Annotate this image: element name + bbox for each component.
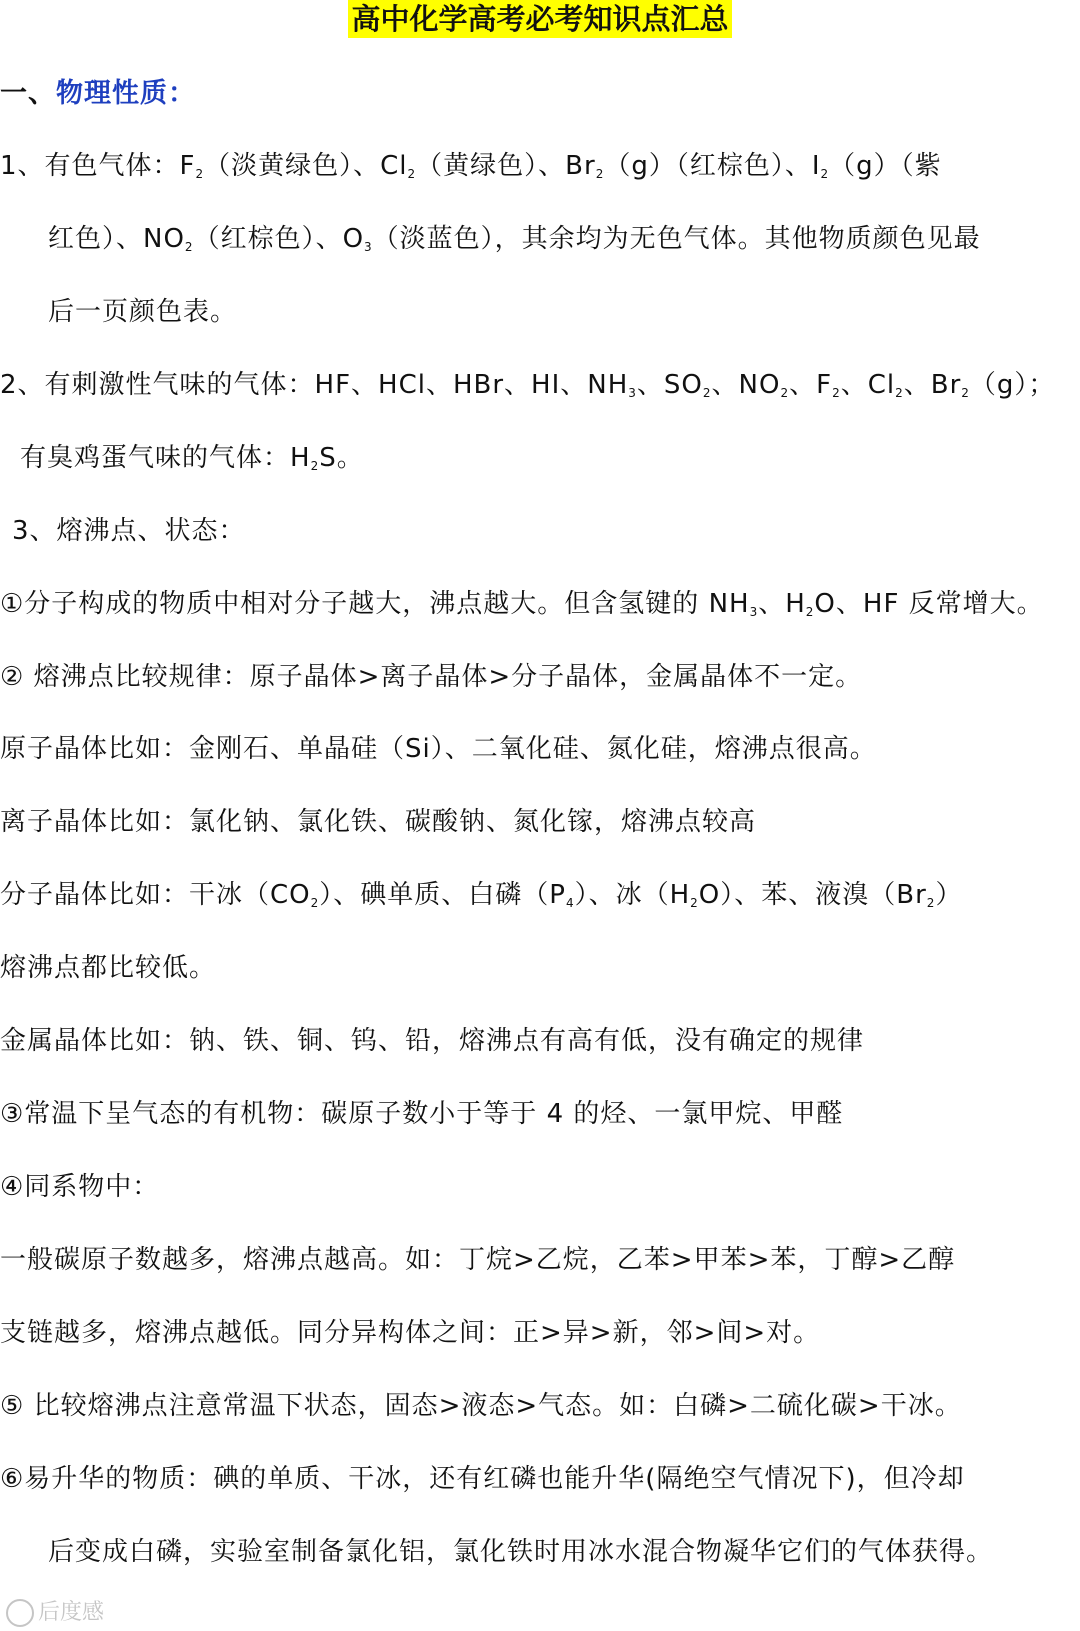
- watermark-text: 后度感: [38, 1600, 105, 1625]
- rule1-line: ①分子构成的物质中相对分子越大，沸点越大。但含氢键的 $NH_3$、$H_2O$、HF 反常增大。: [0, 589, 1044, 619]
- atomic-crystal-line: 原子晶体比如：金刚石、单晶硅（Si）、二氧化硅、氮化硅，熔沸点很高。: [0, 734, 877, 764]
- rule6-line2: 后变成白磷，实验室制备氯化铝，氯化铁时用冰水混合物凝华它们的气体获得。: [48, 1537, 994, 1567]
- item2-line1: 2、有刺激性气味的气体：HF、HCl、HBr、HI、$NH_3$、$SO_2$、$NO_2$、$F_2$、$Cl_2$、$Br_2(g)$；: [0, 370, 1056, 400]
- molecular-crystal-line1: 分子晶体比如：干冰$(CO_2)$、碘单质、白磷$(P_4)$、冰$(H_2O)$、苯、液溴$(Br_2)$: [0, 880, 963, 910]
- section-heading-physical-properties: [0, 76, 196, 112]
- item3-heading: 3、熔沸点、状态：: [12, 516, 246, 546]
- page-title: 高中化学高考必考知识点汇总: [348, 0, 731, 38]
- molecular-crystal-line2: 熔沸点都比较低。: [0, 953, 217, 983]
- item1-line3: 后一页颜色表。: [48, 297, 238, 327]
- rule4-line2: 支链越多，熔沸点越低。同分异构体之间：正>异>新，邻>间>对。: [0, 1318, 821, 1348]
- watermark: [6, 1595, 104, 1627]
- rule4-heading: ④同系物中：: [0, 1172, 160, 1202]
- item1-line2: 红色）、$NO_2$（红棕色）、$O_3$（淡蓝色），其余均为无色气体。其他物质颜色见最: [48, 224, 981, 254]
- metallic-crystal-line: 金属晶体比如：钠、铁、铜、钨、铅，熔沸点有高有低，没有确定的规律: [0, 1026, 865, 1056]
- rule2-line: ② 熔沸点比较规律：原子晶体>离子晶体>分子晶体，金属晶体不一定。: [0, 662, 863, 692]
- ionic-crystal-line: 离子晶体比如：氯化钠、氯化铁、碳酸钠、氮化镓，熔沸点较高: [0, 807, 757, 837]
- item1-line1: 1、有色气体：$F_2$（淡黄绿色）、$Cl_2$（黄绿色）、$Br_2(g)$（红棕色）、$I_2(g)$（紫: [0, 151, 942, 181]
- rule5-line: ⑤ 比较熔沸点注意常温下状态，固态>液态>气态。如：白磷>二硫化碳>干冰。: [0, 1391, 962, 1421]
- rule6-line1: ⑥易升华的物质：碘的单质、干冰，还有红磷也能升华(隔绝空气情况下)，但冷却: [0, 1464, 965, 1494]
- rule4-line1: 一般碳原子数越多，熔沸点越高。如：丁烷>乙烷，乙苯>甲苯>苯，丁醇>乙醇: [0, 1245, 956, 1275]
- section-number: 一、: [0, 78, 56, 109]
- rule3-line: ③常温下呈气态的有机物：碳原子数小于等于 4 的烃、一氯甲烷、甲醛: [0, 1099, 844, 1129]
- section-name: 物理性质：: [56, 78, 196, 109]
- item2-line2: 有臭鸡蛋气味的气体：$H_2S$。: [20, 443, 364, 473]
- title-container: [0, 0, 1080, 38]
- watermark-logo-icon: [6, 1599, 34, 1627]
